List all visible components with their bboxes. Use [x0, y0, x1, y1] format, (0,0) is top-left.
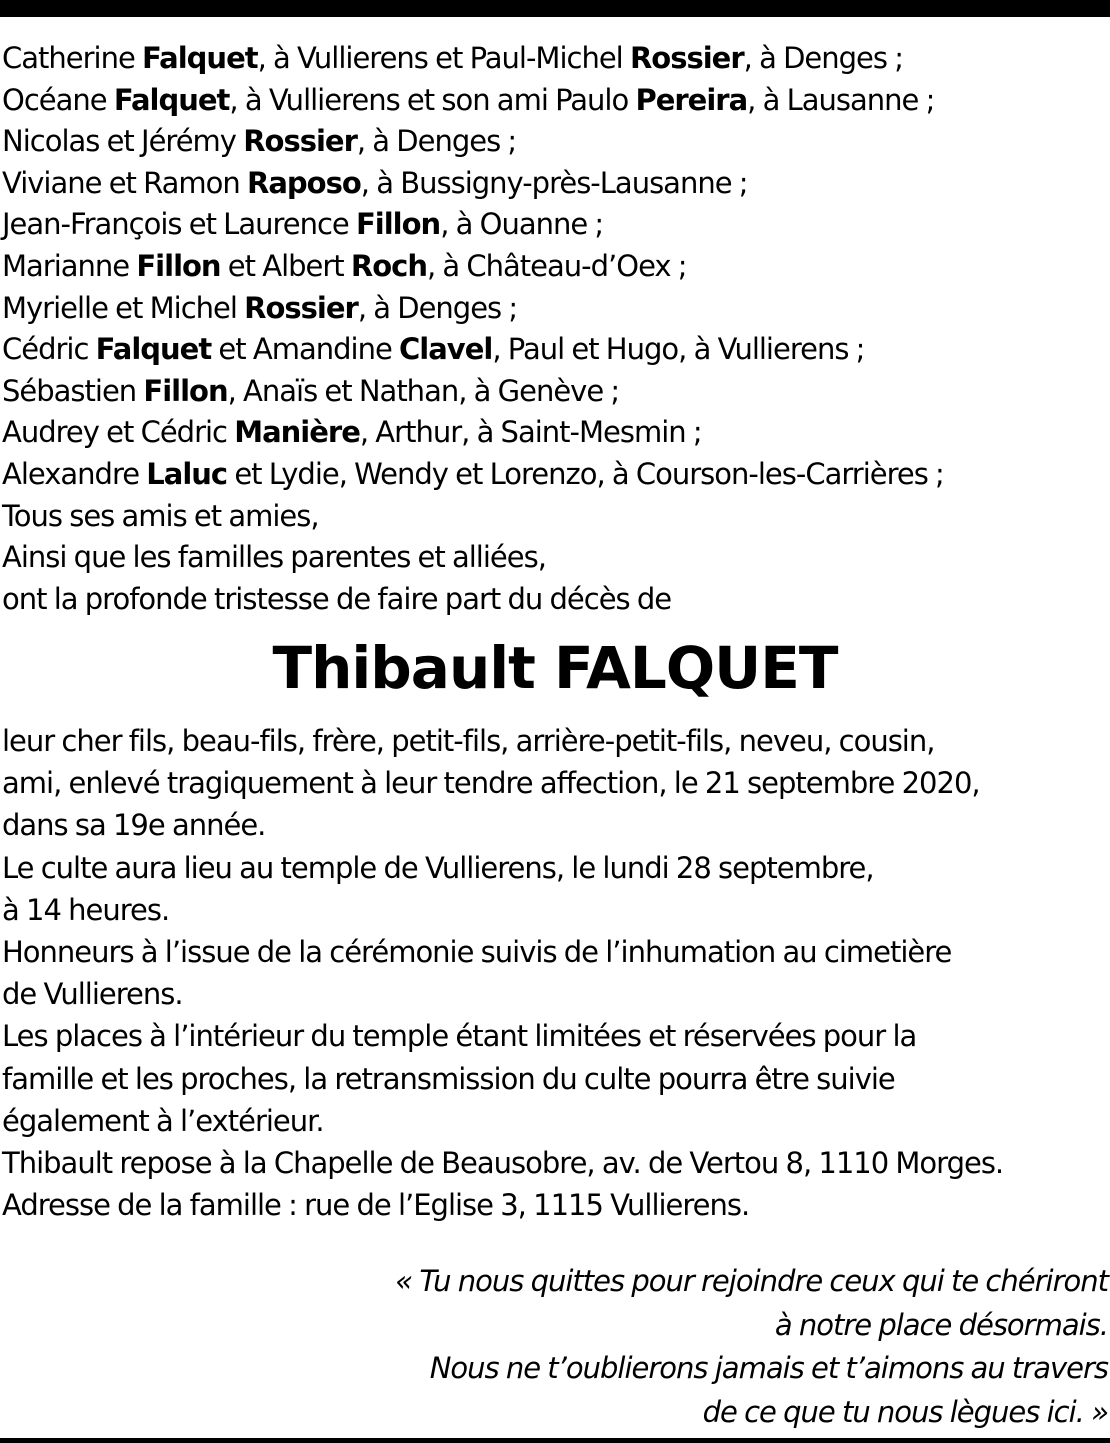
- body-paragraph: [2, 1015, 1108, 1142]
- family-line: [2, 496, 1108, 538]
- family-line-text: , à Vullierens et Paul-Michel: [257, 41, 630, 75]
- quote-line: « Tu nous quittes pour rejoindre ceux qui te chériront: [395, 1264, 1108, 1298]
- quote-line: de ce que tu nous lègues ici. »: [702, 1394, 1108, 1429]
- family-line-text: Océane: [2, 82, 114, 117]
- body-line: dans sa 19e année.: [2, 808, 266, 843]
- body-line: Honneurs à l’issue de la cérémonie suivis de l’inhumation au cimetière: [2, 935, 952, 970]
- family-surname: Rossier: [243, 124, 357, 159]
- family-surname: Fillon: [355, 207, 441, 242]
- family-line-text: , à Ouanne ;: [440, 207, 604, 242]
- family-line-text: , Anaïs et Nathan, à Genève ;: [227, 373, 620, 408]
- family-line-text: , à Bussigny-près-Lausanne ;: [360, 165, 748, 200]
- family-line-text: , à Denges ;: [357, 290, 518, 325]
- family-line-text: , Paul et Hugo, à Vullierens ;: [492, 332, 865, 367]
- quote-line: à notre place désormais.: [774, 1307, 1108, 1342]
- family-line-text: Viviane et Ramon: [2, 165, 247, 200]
- family-members-list: [2, 38, 1108, 620]
- body-line: Thibault repose à la Chapelle de Beausobre, av. de Vertou 8, 1110 Morges.: [2, 1146, 1004, 1181]
- family-line-text: Tous ses amis et amies,: [2, 498, 319, 533]
- family-surname: Rossier: [244, 290, 358, 325]
- body-paragraph: [2, 847, 1108, 931]
- family-line: [2, 329, 1108, 371]
- family-line: [2, 163, 1108, 205]
- family-line-text: Audrey et Cédric: [2, 415, 235, 450]
- family-line: [2, 579, 1108, 621]
- family-line: [2, 454, 1108, 496]
- family-line-text: et Lydie, Wendy et Lorenzo, à Courson-les-Carrières ;: [227, 456, 944, 491]
- family-surname: Fillon: [136, 248, 221, 283]
- body-line: également à l’extérieur.: [2, 1103, 324, 1138]
- family-surname: Laluc: [146, 456, 228, 491]
- family-surname: Rossier: [629, 41, 744, 75]
- body-line: de Vullierens.: [2, 977, 183, 1012]
- quote-line: Nous ne t’oublierons jamais et t’aimons au travers: [429, 1351, 1108, 1385]
- body-line: Le culte aura lieu au temple de Vullierens, le lundi 28 septembre,: [2, 850, 874, 885]
- family-line-text: , à Vullierens et son ami Paulo: [229, 82, 636, 117]
- family-surname: Falquet: [113, 82, 230, 117]
- family-surname: Clavel: [399, 332, 493, 367]
- family-line: [2, 371, 1108, 413]
- body-line: famille et les proches, la retransmission du culte pourra être suivie: [2, 1061, 895, 1096]
- family-line-text: , Arthur, à Saint-Mesmin ;: [359, 415, 702, 450]
- family-line-text: , à Lausanne ;: [747, 82, 935, 117]
- family-line-text: , à Château-d’Oex ;: [426, 248, 687, 283]
- family-line-text: Marianne: [2, 248, 137, 283]
- family-surname: Raposo: [247, 165, 361, 200]
- family-line-text: Nicolas et Jérémy: [2, 124, 244, 159]
- bottom-border-rule: [0, 1438, 1110, 1443]
- family-line: [2, 412, 1108, 454]
- closing-quote: [208, 1260, 1108, 1434]
- body-paragraph: [2, 931, 1108, 1015]
- body-line: ami, enlevé tragiquement à leur tendre affection, le 21 septembre 2020,: [2, 766, 980, 801]
- family-line-text: , à Denges ;: [356, 124, 517, 159]
- family-line-text: et Albert: [220, 248, 351, 283]
- body-paragraph: [2, 1142, 1108, 1184]
- family-line-text: , à Denges ;: [743, 41, 903, 75]
- body-line: à 14 heures.: [2, 892, 170, 927]
- body-line: leur cher fils, beau-fils, frère, petit-fils, arrière-petit-fils, neveu, cousin,: [2, 724, 935, 758]
- family-line-text: Ainsi que les familles parentes et alliées,: [2, 540, 546, 575]
- announcement-body: [2, 720, 1108, 1226]
- family-line: [2, 80, 1108, 122]
- family-line: [2, 121, 1108, 163]
- family-line-text: ont la profonde tristesse de faire part du décès de: [2, 581, 672, 616]
- family-surname: Falquet: [95, 332, 212, 367]
- family-surname: Manière: [234, 415, 360, 450]
- body-paragraph: [2, 720, 1108, 847]
- family-line: [2, 288, 1108, 330]
- family-line-text: Jean-François et Laurence: [2, 207, 356, 242]
- family-line: [2, 537, 1108, 579]
- family-line-text: et Amandine: [211, 332, 400, 367]
- top-border-rule: [0, 0, 1110, 17]
- body-paragraph: [2, 1184, 1108, 1226]
- family-line: [2, 38, 1108, 80]
- family-surname: Roch: [350, 248, 427, 283]
- body-line: Adresse de la famille : rue de l’Eglise 3, 1115 Vullierens.: [2, 1188, 750, 1223]
- family-line-text: Alexandre: [2, 456, 147, 491]
- family-line: [2, 204, 1108, 246]
- family-surname: Pereira: [635, 82, 748, 117]
- body-line: Les places à l’intérieur du temple étant limitées et réservées pour la: [2, 1019, 917, 1054]
- family-line-text: Catherine: [2, 41, 143, 75]
- family-line-text: Myrielle et Michel: [2, 290, 245, 325]
- deceased-name-heading: Thibault FALQUET: [272, 634, 838, 702]
- family-surname: Falquet: [142, 41, 258, 75]
- family-line-text: Cédric: [2, 332, 96, 367]
- family-line: [2, 246, 1108, 288]
- family-surname: Fillon: [143, 373, 228, 408]
- family-line-text: Sébastien: [2, 373, 144, 408]
